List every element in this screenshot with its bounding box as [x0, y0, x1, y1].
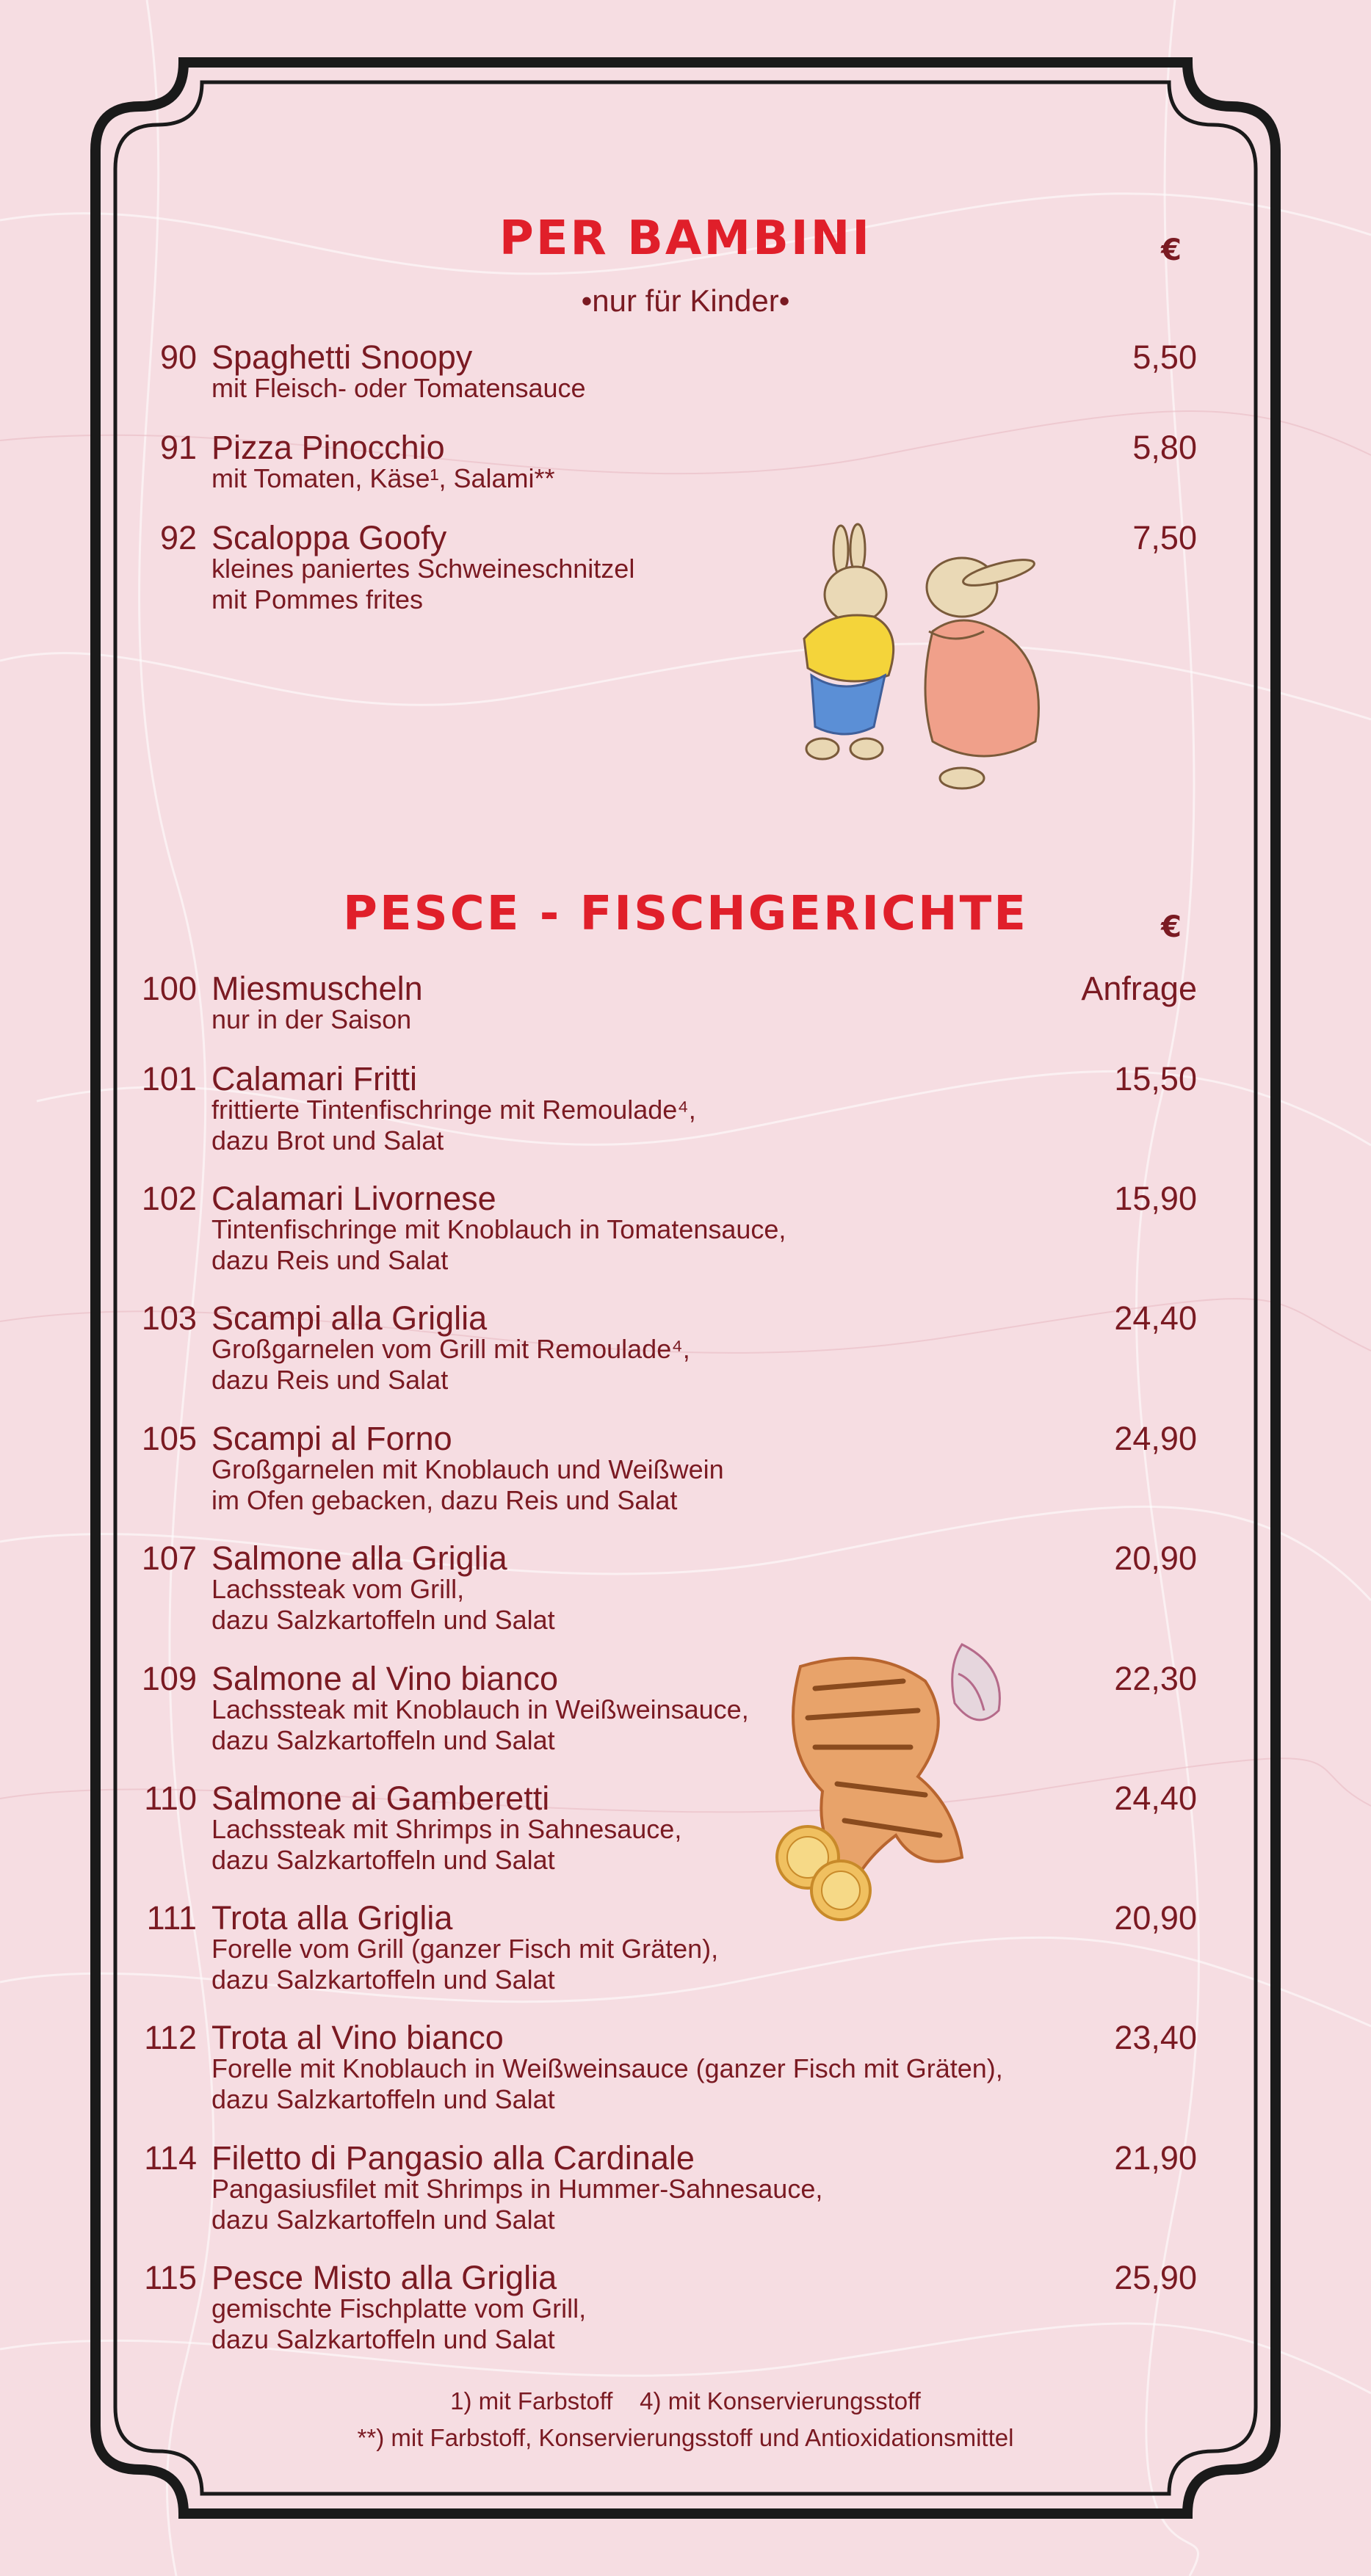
item-description: Großgarnelen mit Knoblauch und Weißwein im Ofen gebacken, dazu Reis und Salat — [211, 1454, 724, 1515]
menu-item — [110, 339, 1197, 420]
footnote-2: **) mit Farbstoff, Konservierungsstoff und Antioxidationsmittel — [357, 2424, 1014, 2451]
bambini-title: PER BAMBINI — [499, 211, 872, 266]
menu-item — [110, 2019, 1197, 2114]
item-number: 103 — [141, 1299, 197, 1337]
item-description: nur in der Saison — [211, 1004, 412, 1034]
item-price: 20,90 — [1114, 1539, 1197, 1577]
menu-item — [110, 1180, 1197, 1275]
menu-item — [110, 1660, 1197, 1755]
item-price: 21,90 — [1114, 2139, 1197, 2177]
menu-item — [110, 970, 1197, 1051]
footnote-1: 1) mit Farbstoff 4) mit Konservierungsstoff — [450, 2387, 921, 2414]
item-description: Forelle vom Grill (ganzer Fisch mit Gräten), dazu Salzkartoffeln und Salat — [211, 1934, 719, 1995]
item-description: mit Fleisch- oder Tomatensauce — [211, 373, 586, 403]
item-description: Tintenfischringe mit Knoblauch in Tomatensauce, dazu Reis und Salat — [211, 1214, 786, 1275]
item-number: 91 — [159, 429, 197, 466]
item-number: 92 — [159, 519, 197, 556]
item-name: Pesce Misto alla Griglia — [211, 2259, 557, 2296]
bambini-subtitle: •nur für Kinder• — [581, 283, 790, 318]
item-number: 105 — [141, 1420, 197, 1457]
item-name: Trota al Vino bianco — [211, 2019, 504, 2056]
item-number: 107 — [141, 1539, 197, 1577]
item-description: Lachssteak vom Grill, dazu Salzkartoffeln und Salat — [211, 1574, 555, 1635]
item-description: Pangasiusfilet mit Shrimps in Hummer-Sahnesauce, dazu Salzkartoffeln und Salat — [211, 2174, 823, 2235]
menu-item — [110, 2139, 1197, 2235]
item-price: 25,90 — [1114, 2259, 1197, 2296]
item-name: Salmone al Vino bianco — [211, 1660, 558, 1697]
item-price: 15,50 — [1114, 1060, 1197, 1097]
item-name: Miesmuscheln — [211, 970, 423, 1007]
item-name: Filetto di Pangasio alla Cardinale — [211, 2139, 695, 2177]
item-name: Salmone ai Gamberetti — [211, 1779, 550, 1817]
menu-item — [110, 1299, 1197, 1395]
item-price: 23,40 — [1114, 2019, 1197, 2056]
grilled-salmon-illustration — [764, 1637, 1028, 1931]
item-price: 24,90 — [1114, 1420, 1197, 1457]
item-name: Scampi alla Griglia — [211, 1299, 488, 1337]
menu-item — [110, 429, 1197, 510]
item-number: 110 — [144, 1779, 197, 1817]
bambini-currency-label: € — [1161, 233, 1182, 267]
menu-item — [110, 1420, 1197, 1515]
item-number: 100 — [141, 970, 197, 1007]
item-description: kleines paniertes Schweineschnitzel mit Pommes frites — [211, 554, 635, 614]
item-name: Calamari Fritti — [211, 1060, 418, 1097]
item-description: Lachssteak mit Shrimps in Sahnesauce, dazu Salzkartoffeln und Salat — [211, 1814, 682, 1875]
menu-item — [110, 1060, 1197, 1155]
item-name: Calamari Livornese — [211, 1180, 496, 1217]
item-price: 15,90 — [1114, 1180, 1197, 1217]
item-price: 20,90 — [1114, 1899, 1197, 1937]
item-price: 5,50 — [1132, 338, 1197, 376]
pesce-title: PESCE - FISCHGERICHTE — [343, 887, 1028, 941]
item-price: Anfrage — [1081, 970, 1197, 1007]
item-description: gemischte Fischplatte vom Grill, dazu Salzkartoffeln und Salat — [211, 2293, 587, 2354]
item-number: 111 — [146, 1899, 197, 1937]
item-price: 24,40 — [1114, 1299, 1197, 1337]
menu-item — [110, 2259, 1197, 2354]
item-number: 102 — [141, 1180, 197, 1217]
item-number: 114 — [144, 2139, 197, 2177]
item-name: Trota alla Griglia — [211, 1899, 453, 1937]
item-name: Spaghetti Snoopy — [211, 338, 473, 376]
item-number: 112 — [144, 2019, 197, 2056]
item-number: 90 — [159, 338, 197, 376]
item-price: 5,80 — [1132, 429, 1197, 466]
item-name: Scaloppa Goofy — [211, 519, 447, 556]
item-price: 24,40 — [1114, 1779, 1197, 1817]
item-price: 22,30 — [1114, 1660, 1197, 1697]
item-description: Großgarnelen vom Grill mit Remoulade⁴, dazu Reis und Salat — [211, 1334, 690, 1395]
item-number: 115 — [144, 2259, 197, 2296]
item-name: Salmone alla Griglia — [211, 1539, 507, 1577]
item-name: Scampi al Forno — [211, 1420, 452, 1457]
menu-item — [110, 1899, 1197, 1995]
item-price: 7,50 — [1132, 519, 1197, 556]
menu-item — [110, 1779, 1197, 1875]
item-number: 101 — [141, 1060, 197, 1097]
item-number: 109 — [141, 1660, 197, 1697]
item-description: mit Tomaten, Käse¹, Salami** — [211, 463, 555, 493]
pesce-currency-label: € — [1161, 910, 1182, 944]
item-description: Forelle mit Knoblauch in Weißweinsauce (ganzer Fisch mit Gräten), dazu Salzkartoffeln und Salat — [211, 2053, 1003, 2114]
item-description: frittierte Tintenfischringe mit Remoulade⁴, dazu Brot und Salat — [211, 1095, 696, 1155]
menu-item — [110, 1539, 1197, 1635]
rabbits-illustration — [764, 521, 1065, 837]
item-name: Pizza Pinocchio — [211, 429, 445, 466]
item-description: Lachssteak mit Knoblauch in Weißweinsauce, dazu Salzkartoffeln und Salat — [211, 1694, 749, 1755]
